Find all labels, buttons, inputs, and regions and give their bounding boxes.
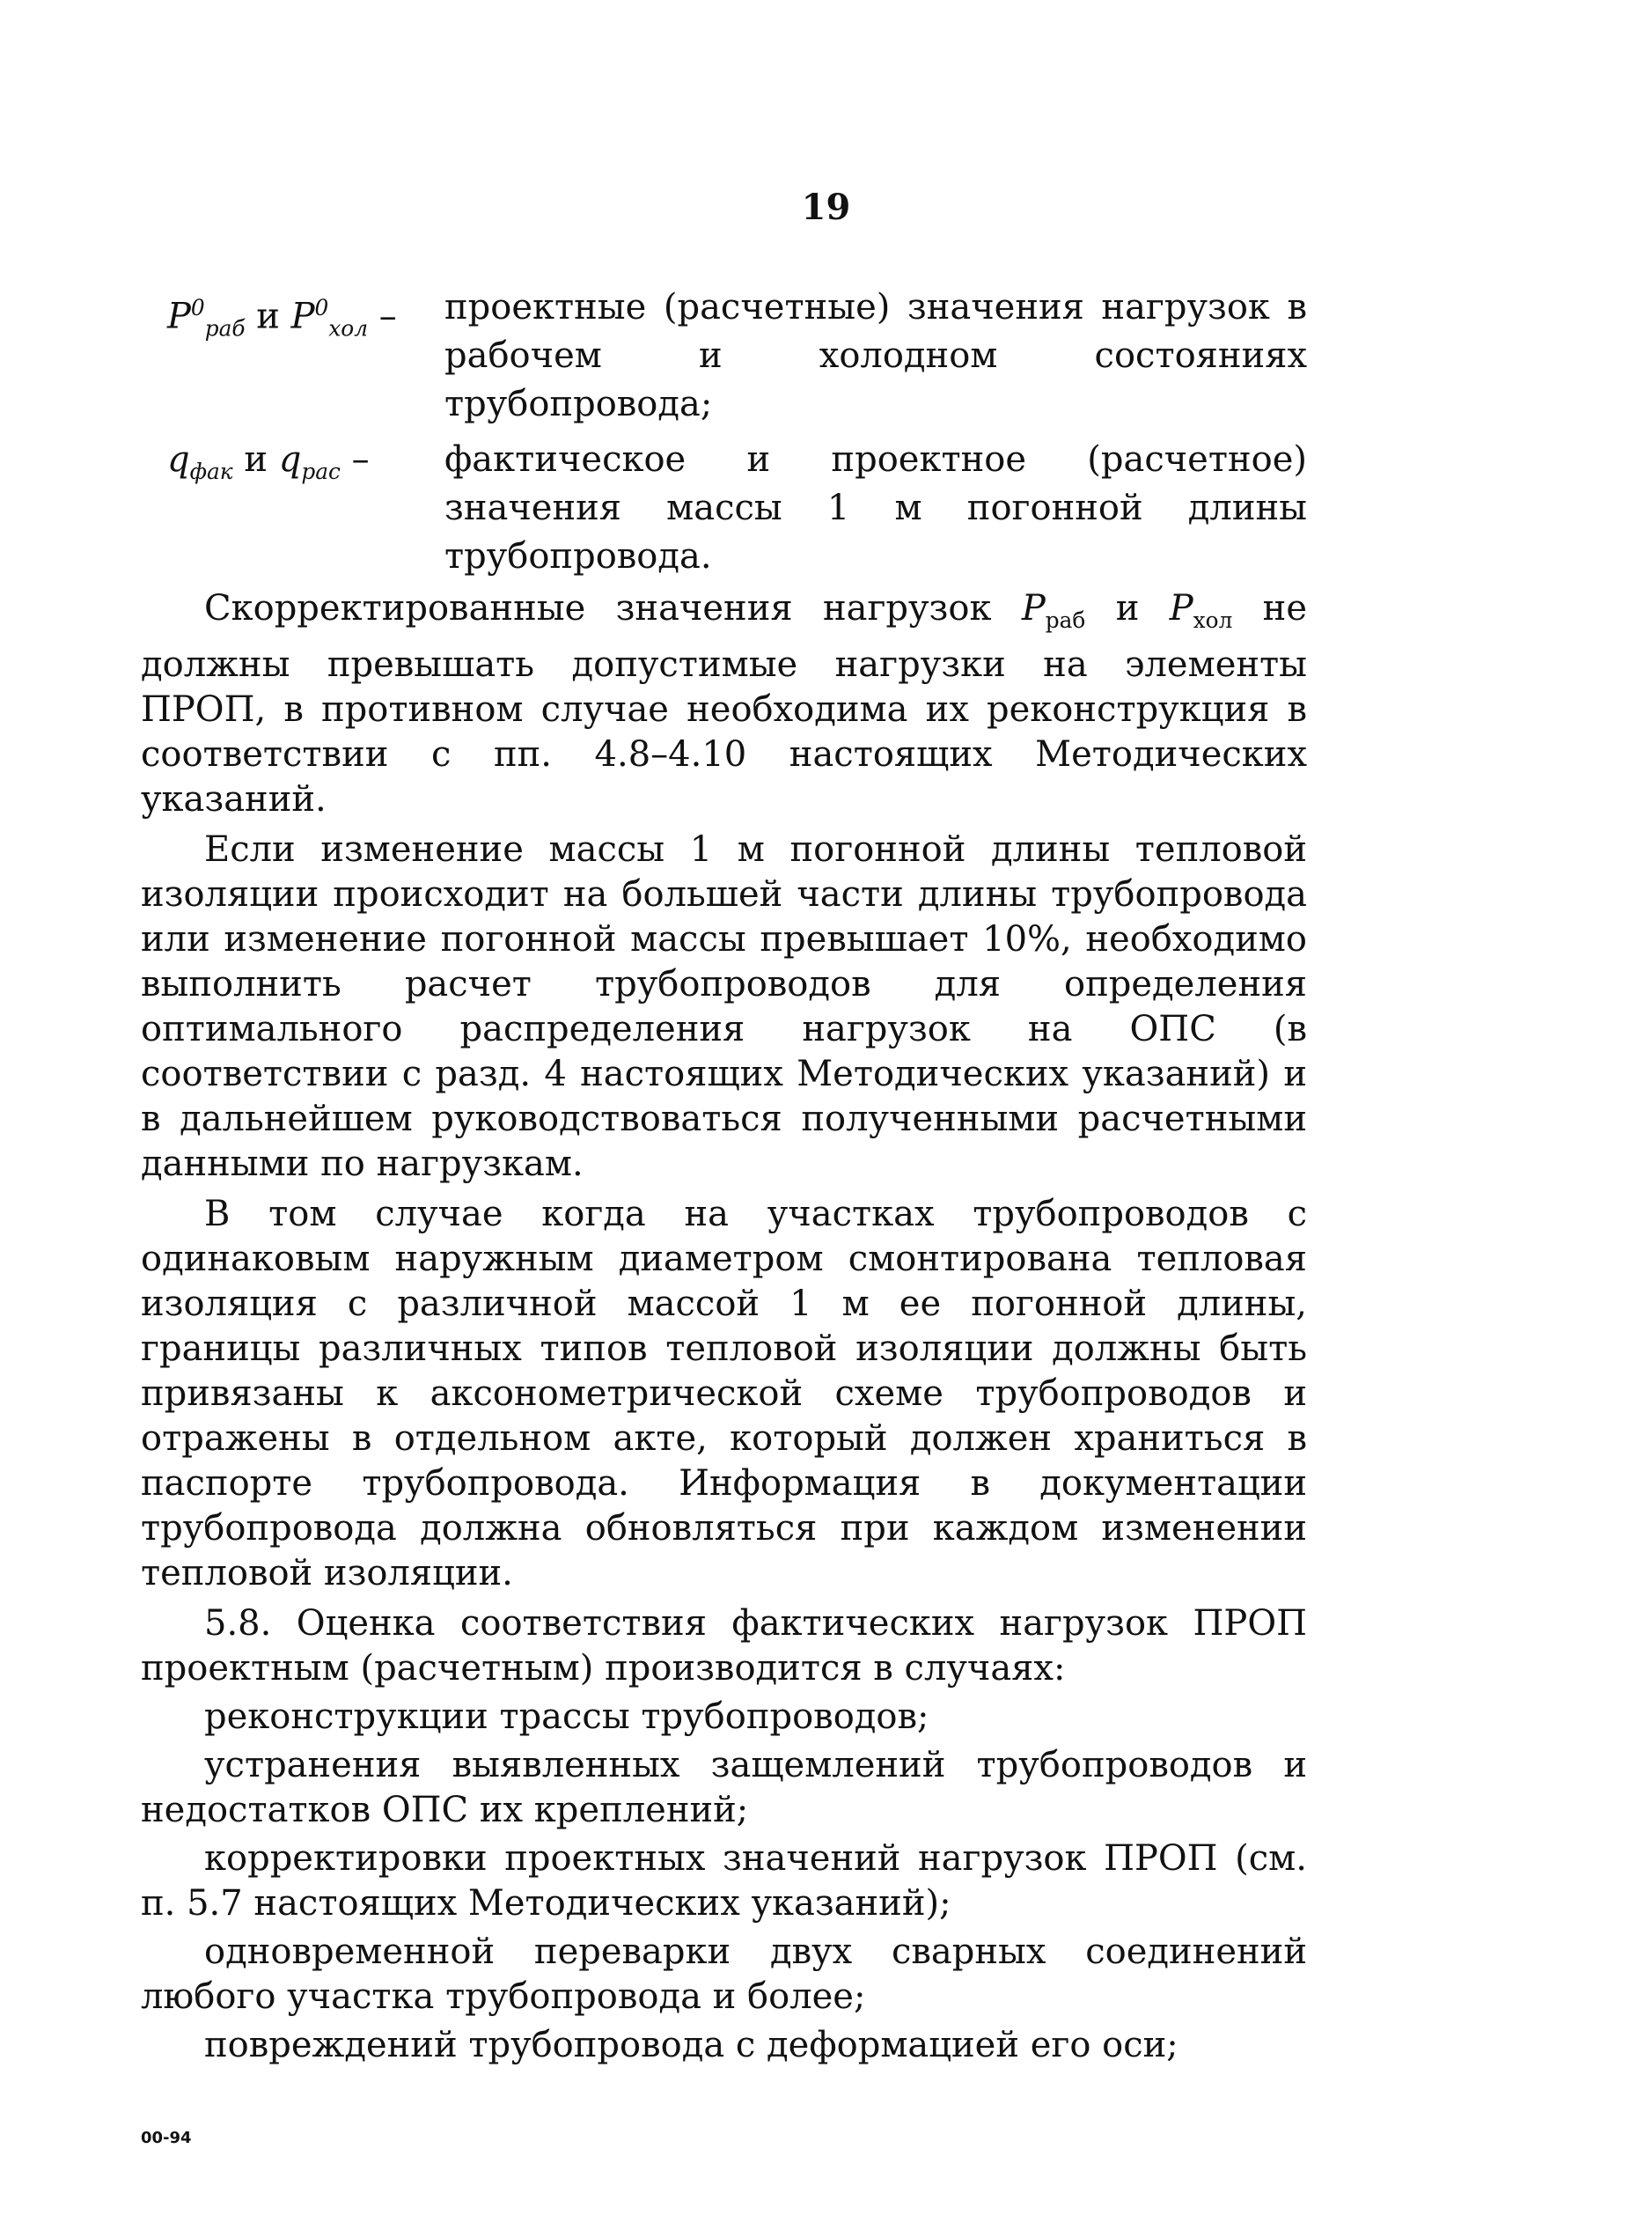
page-body [141,283,1307,2068]
paragraph-section-5-8: 5.8. Оценка соответствия фактических нагрузок ПРОП проектным (расчетным) производится в случаях: [141,1603,1307,1689]
list-item: одновременной переварки двух сварных соединений любого участка трубопровода и более; [141,1932,1307,2017]
footer-code: 00-94 [141,2129,192,2147]
definition-term: $q_{фак}$ и $q_{рас}$ – [167,439,370,484]
page-number: 19 [801,187,851,228]
definition-text: проектные (расчетные) значения нагрузок в рабочем и холодном состояниях трубопровода; [444,287,1307,424]
definition-q-fak-q-ras [141,436,1307,581]
list-item: реконструкции трассы трубопроводов; [204,1696,929,1737]
paragraph-insulation-types: В том случае когда на участках трубопроводов с одинаковым наружным диаметром смонтирована тепловая изоляция с различной массой 1 м ее погонной длины, границы различных типов тепловой изоляции должны быть привязаны к аксонометрической схеме трубопроводов и отражены в отдельном акте, который должен храниться в паспорте трубопровода. Информация в документации трубопровода должна обновляться при каждом изменении тепловой изоляции. [141,1194,1307,1593]
definition-text: фактическое и проектное (расчетное) значения массы 1 м погонной длины трубопровода. [444,439,1307,577]
paragraph-insulation-mass: Если изменение массы 1 м погонной длины тепловой изоляции происходит на большей части длины трубопровода или изменение погонной массы превышает 10%, необходимо выполнить расчет трубопроводов для определения оптимального распределения нагрузок на ОПС (в соответствии с разд. 4 настоящих Методических указаний) и в дальнейшем руководствоваться полученными расчетными данными по нагрузкам. [141,829,1307,1184]
list-item: повреждений трубопровода с деформацией его оси; [204,2025,1178,2065]
list-item: корректировки проектных значений нагрузок ПРОП (см. п. 5.7 настоящих Методических указаний); [141,1838,1307,1924]
definition-p-rab-p-hol [141,283,1307,429]
definition-term: $P^0_{раб}$ и $P^0_{хол}$ – [167,295,397,342]
paragraph-corrected-loads: Скорректированные значения нагрузок $P_{раб}$ и $P_{хол}$ не должны превышать допустимые нагрузки на элементы ПРОП, в противном случае необходима их реконструкция в соответствии с пп. 4.8–4.10 настоящих Методических указаний. [141,588,1308,820]
list-item: устранения выявленных защемлений трубопроводов и недостатков ОПС их креплений; [141,1745,1307,1830]
